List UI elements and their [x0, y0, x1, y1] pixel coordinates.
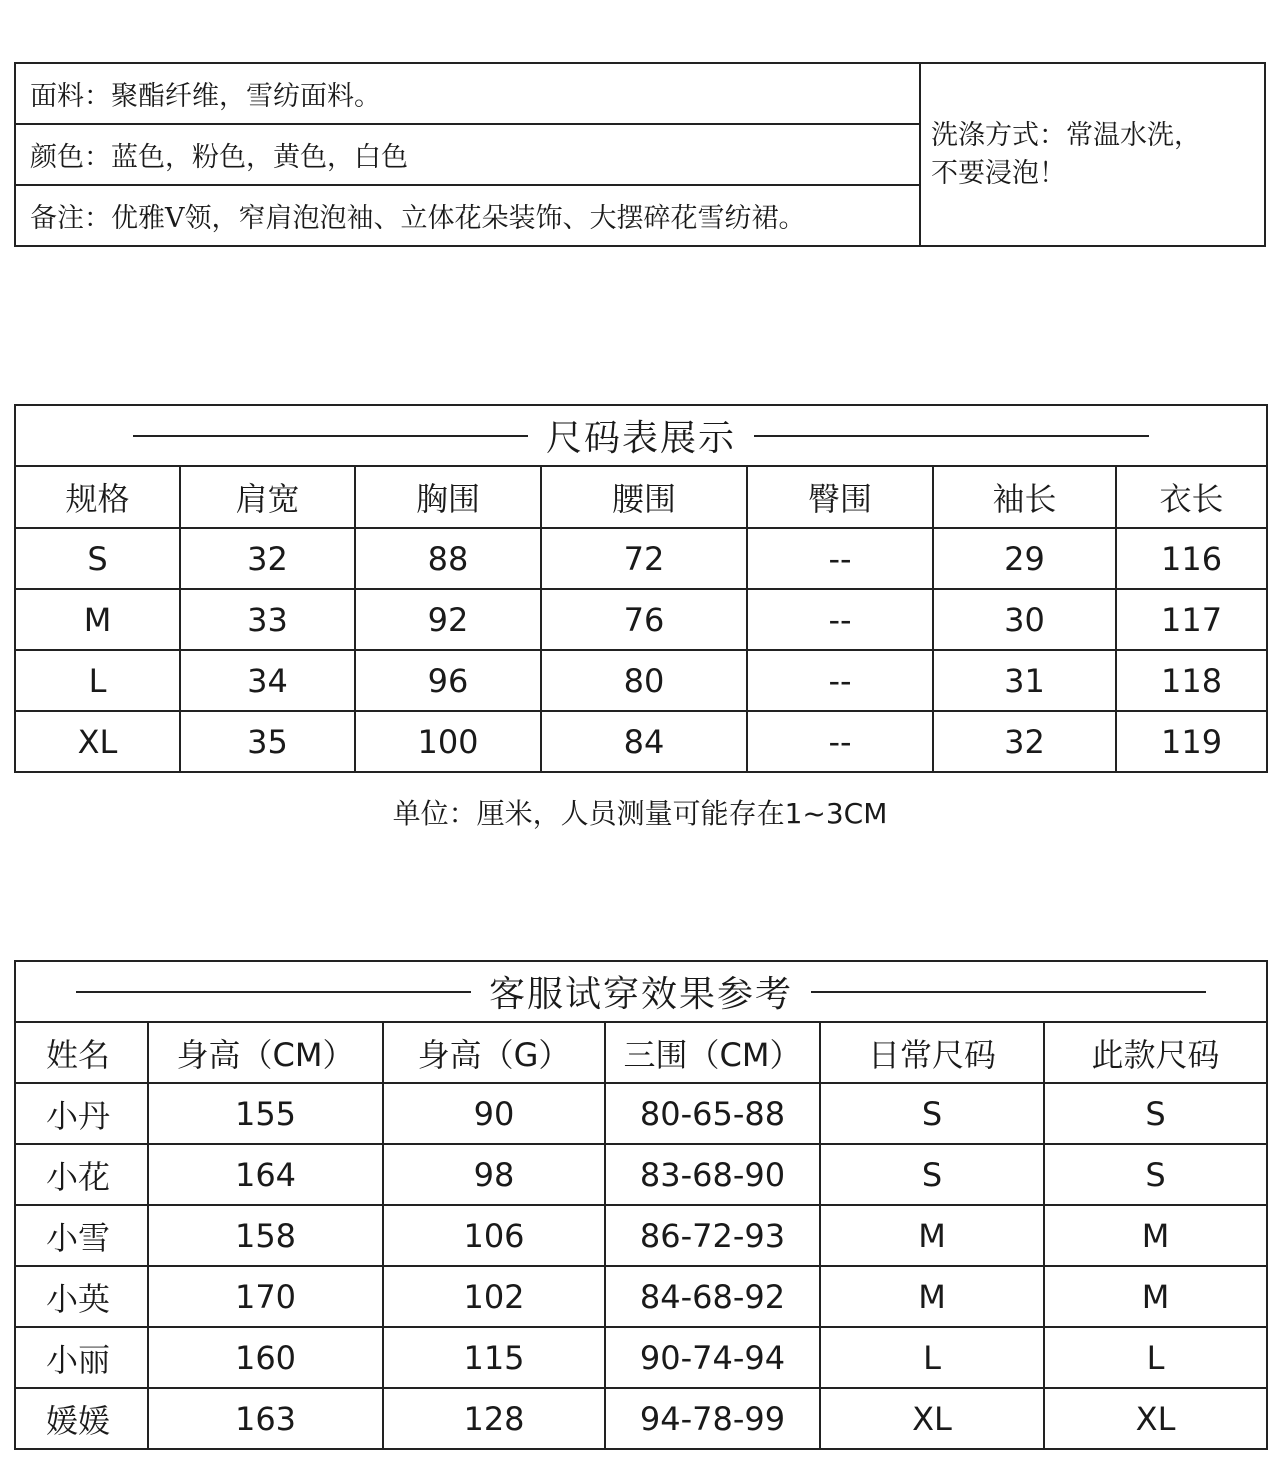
table-cell: 118	[1116, 650, 1267, 711]
table-cell: 170	[148, 1266, 383, 1327]
table-cell: 小花	[15, 1144, 148, 1205]
table-row	[15, 1327, 1267, 1388]
table-row	[15, 1144, 1267, 1205]
title-rule-left	[76, 991, 471, 993]
title-rule-right	[754, 435, 1149, 437]
table-cell: 88	[355, 528, 541, 589]
table-row	[15, 650, 1267, 711]
product-info-box	[14, 62, 1266, 247]
table-cell: --	[747, 650, 933, 711]
table-cell: 106	[383, 1205, 605, 1266]
header-cell: 此款尺码	[1044, 1022, 1267, 1083]
table-row	[15, 1205, 1267, 1266]
table-cell: XL	[1044, 1388, 1267, 1449]
table-cell: M	[15, 589, 180, 650]
table-cell: 72	[541, 528, 747, 589]
table-cell: 158	[148, 1205, 383, 1266]
size-chart-header-row	[15, 466, 1267, 528]
table-cell: 80	[541, 650, 747, 711]
table-row	[15, 1266, 1267, 1327]
fit-reference-title: 客服试穿效果参考	[489, 974, 794, 1015]
table-cell: 90-74-94	[605, 1327, 820, 1388]
table-row	[15, 711, 1267, 772]
table-cell: 76	[541, 589, 747, 650]
table-row	[15, 1388, 1267, 1449]
table-cell: 117	[1116, 589, 1267, 650]
table-cell: --	[747, 589, 933, 650]
product-info-left	[16, 64, 921, 245]
table-row	[15, 1083, 1267, 1144]
header-cell: 身高（G）	[383, 1022, 605, 1083]
measurement-note: 单位：厘米，人员测量可能存在1~3CM	[392, 797, 888, 830]
remarks-text: 备注：优雅V领，窄肩泡泡袖、立体花朵装饰、大摆碎花雪纺裙。	[16, 184, 919, 245]
table-cell: 98	[383, 1144, 605, 1205]
table-cell: 160	[148, 1327, 383, 1388]
table-cell: 小丽	[15, 1327, 148, 1388]
table-cell: 80-65-88	[605, 1083, 820, 1144]
table-cell: 163	[148, 1388, 383, 1449]
table-cell: M	[1044, 1266, 1267, 1327]
header-cell: 衣长	[1116, 466, 1267, 528]
table-cell: 媛媛	[15, 1388, 148, 1449]
table-cell: 164	[148, 1144, 383, 1205]
table-cell: 96	[355, 650, 541, 711]
wash-line-1: 洗涤方式：常温水洗，	[931, 119, 1201, 151]
header-cell: 腰围	[541, 466, 747, 528]
table-cell: 84	[541, 711, 747, 772]
table-cell: 119	[1116, 711, 1267, 772]
table-row	[15, 589, 1267, 650]
table-cell: 90	[383, 1083, 605, 1144]
table-cell: 102	[383, 1266, 605, 1327]
table-cell: 100	[355, 711, 541, 772]
header-cell: 胸围	[355, 466, 541, 528]
table-cell: 32	[180, 528, 355, 589]
table-cell: 30	[933, 589, 1116, 650]
header-cell: 肩宽	[180, 466, 355, 528]
size-chart-table	[14, 404, 1268, 773]
header-cell: 袖长	[933, 466, 1116, 528]
wash-instructions	[921, 64, 1264, 245]
table-cell: 86-72-93	[605, 1205, 820, 1266]
table-cell: L	[820, 1327, 1044, 1388]
table-cell: 35	[180, 711, 355, 772]
fit-reference-header-row	[15, 1022, 1267, 1083]
table-cell: 29	[933, 528, 1116, 589]
table-cell: 34	[180, 650, 355, 711]
table-cell: 31	[933, 650, 1116, 711]
table-cell: M	[820, 1266, 1044, 1327]
table-cell: 116	[1116, 528, 1267, 589]
table-cell: S	[820, 1083, 1044, 1144]
table-cell: S	[1044, 1083, 1267, 1144]
size-chart-title: 尺码表展示	[546, 418, 737, 459]
table-cell: --	[747, 528, 933, 589]
table-cell: XL	[820, 1388, 1044, 1449]
table-cell: L	[15, 650, 180, 711]
header-cell: 身高（CM）	[148, 1022, 383, 1083]
table-cell: 小丹	[15, 1083, 148, 1144]
title-rule-left	[133, 435, 528, 437]
table-cell: 32	[933, 711, 1116, 772]
table-cell: 33	[180, 589, 355, 650]
fit-reference-title-cell	[15, 961, 1267, 1022]
table-cell: 83-68-90	[605, 1144, 820, 1205]
table-cell: 155	[148, 1083, 383, 1144]
table-row	[15, 528, 1267, 589]
table-cell: L	[1044, 1327, 1267, 1388]
table-cell: XL	[15, 711, 180, 772]
table-cell: 小雪	[15, 1205, 148, 1266]
table-cell: 94-78-99	[605, 1388, 820, 1449]
header-cell: 三围（CM）	[605, 1022, 820, 1083]
table-cell: S	[1044, 1144, 1267, 1205]
table-cell: --	[747, 711, 933, 772]
fit-reference-table	[14, 960, 1268, 1450]
size-chart-title-cell	[15, 405, 1267, 466]
table-cell: 小英	[15, 1266, 148, 1327]
colors-text: 颜色：蓝色，粉色，黄色，白色	[16, 123, 919, 184]
header-cell: 姓名	[15, 1022, 148, 1083]
table-cell: M	[1044, 1205, 1267, 1266]
table-cell: 128	[383, 1388, 605, 1449]
header-cell: 日常尺码	[820, 1022, 1044, 1083]
table-cell: 115	[383, 1327, 605, 1388]
title-rule-right	[811, 991, 1206, 993]
header-cell: 臀围	[747, 466, 933, 528]
table-cell: M	[820, 1205, 1044, 1266]
fabric-text: 面料：聚酯纤维，雪纺面料。	[30, 81, 381, 112]
header-cell: 规格	[15, 466, 180, 528]
table-cell: 84-68-92	[605, 1266, 820, 1327]
wash-line-2: 不要浸泡！	[931, 157, 1066, 189]
table-cell: S	[15, 528, 180, 589]
table-cell: 92	[355, 589, 541, 650]
table-cell: S	[820, 1144, 1044, 1205]
